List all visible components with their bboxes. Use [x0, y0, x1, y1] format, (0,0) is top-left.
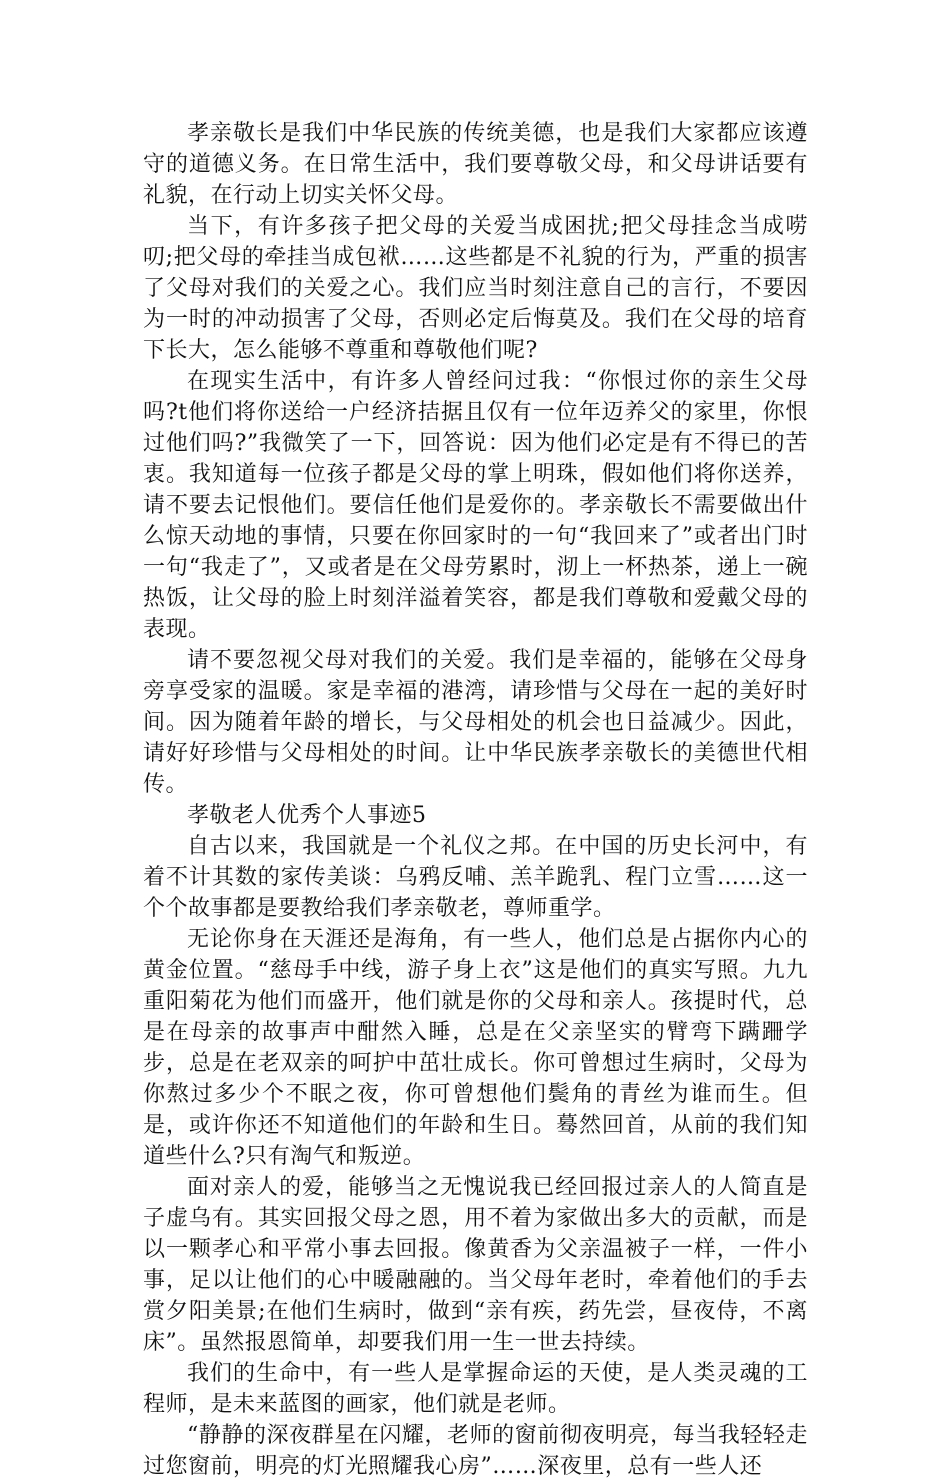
section-heading: 孝敬老人优秀个人事迹5 — [187, 803, 427, 828]
paragraph: 孝亲敬长是我们中华民族的传统美德，也是我们大家都应该遵守的道德义务。在日常生活中，我们要尊敬父母，和父母讲话要有礼貌，在行动上切实关怀父母。 — [143, 121, 808, 208]
paragraph: 无论你身在天涯还是海角，有一些人，他们总是占据你内心的黄金位置。“慈母手中线，游子身上衣”这是他们的真实写照。九九重阳菊花为他们而盛开，他们就是你的父母和亲人。孩提时代，总是在母亲的故事声中酣然入睡，总是在父亲坚实的臂弯下蹒跚学步，总是在老双亲的呵护中茁壮成长。你可曾想过生病时，父母为你熬过多少个不眠之夜，你可曾想他们鬓角的青丝为谁而生。但是，或许你还不知道他们的年龄和生日。蓦然回首，从前的我们知道些什么?只有淘气和叛逆。 — [143, 927, 808, 1169]
paragraph: 我们的生命中，有一些人是掌握命运的天使，是人类灵魂的工程师，是未来蓝图的画家，他们就是老师。 — [143, 1361, 808, 1417]
paragraph: 在现实生活中，有许多人曾经问过我：“你恨过你的亲生父母吗?t他们将你送给一户经济拮据且仅有一位年迈养父的家里，你恨过他们吗?”我微笑了一下，回答说：因为他们必定是有不得已的苦衷。我知道每一位孩子都是父母的掌上明珠，假如他们将你送养，请不要去记恨他们。要信任他们是爱你的。孝亲敬长不需要做出什么惊天动地的事情，只要在你回家时的一句“我回来了”或者出门时一句“我走了”，又或者是在父母劳累时，沏上一杯热茶，递上一碗热饭，让父母的脸上时刻洋溢着笑容，都是我们尊敬和爱戴父母的表现。 — [143, 369, 808, 642]
paragraph: 请不要忽视父母对我们的关爱。我们是幸福的，能够在父母身旁享受家的温暖。家是幸福的港湾，请珍惜与父母在一起的美好时间。因为随着年龄的增长，与父母相处的机会也日益减少。因此，请好好珍惜与父母相处的时间。让中华民族孝亲敬长的美德世代相传。 — [143, 648, 808, 797]
paragraph: 当下，有许多孩子把父母的关爱当成困扰;把父母挂念当成唠叨;把父母的牵挂当成包袱……这些都是不礼貌的行为，严重的损害了父母对我们的关爱之心。我们应当时刻注意自己的言行，不要因为一时的冲动损害了父母，否则必定后悔莫及。我们在父母的培育下长大，怎么能够不尊重和尊敬他们呢? — [143, 214, 808, 363]
paragraph: 自古以来，我国就是一个礼仪之邦。在中国的历史长河中，有着不计其数的家传美谈：乌鸦反哺、羔羊跪乳、程门立雪……这一个个故事都是要教给我们孝亲敬老，尊师重学。 — [143, 834, 808, 921]
paragraph: 面对亲人的爱，能够当之无愧说我已经回报过亲人的人简直是子虚乌有。其实回报父母之恩，用不着为家做出多大的贡献，而是以一颗孝心和平常小事去回报。像黄香为父亲温被子一样，一件小事，足以让他们的心中暖融融的。当父母年老时，牵着他们的手去赏夕阳美景;在他们生病时，做到“亲有疾，药先尝，昼夜侍，不离床”。虽然报恩简单，却要我们用一生一世去持续。 — [143, 1175, 808, 1355]
document-page — [143, 118, 808, 1482]
paragraph: “静静的深夜群星在闪耀，老师的窗前彻夜明亮，每当我轻轻走过您窗前，明亮的灯光照耀我心房”……深夜里，总有一些人还 — [143, 1423, 808, 1479]
